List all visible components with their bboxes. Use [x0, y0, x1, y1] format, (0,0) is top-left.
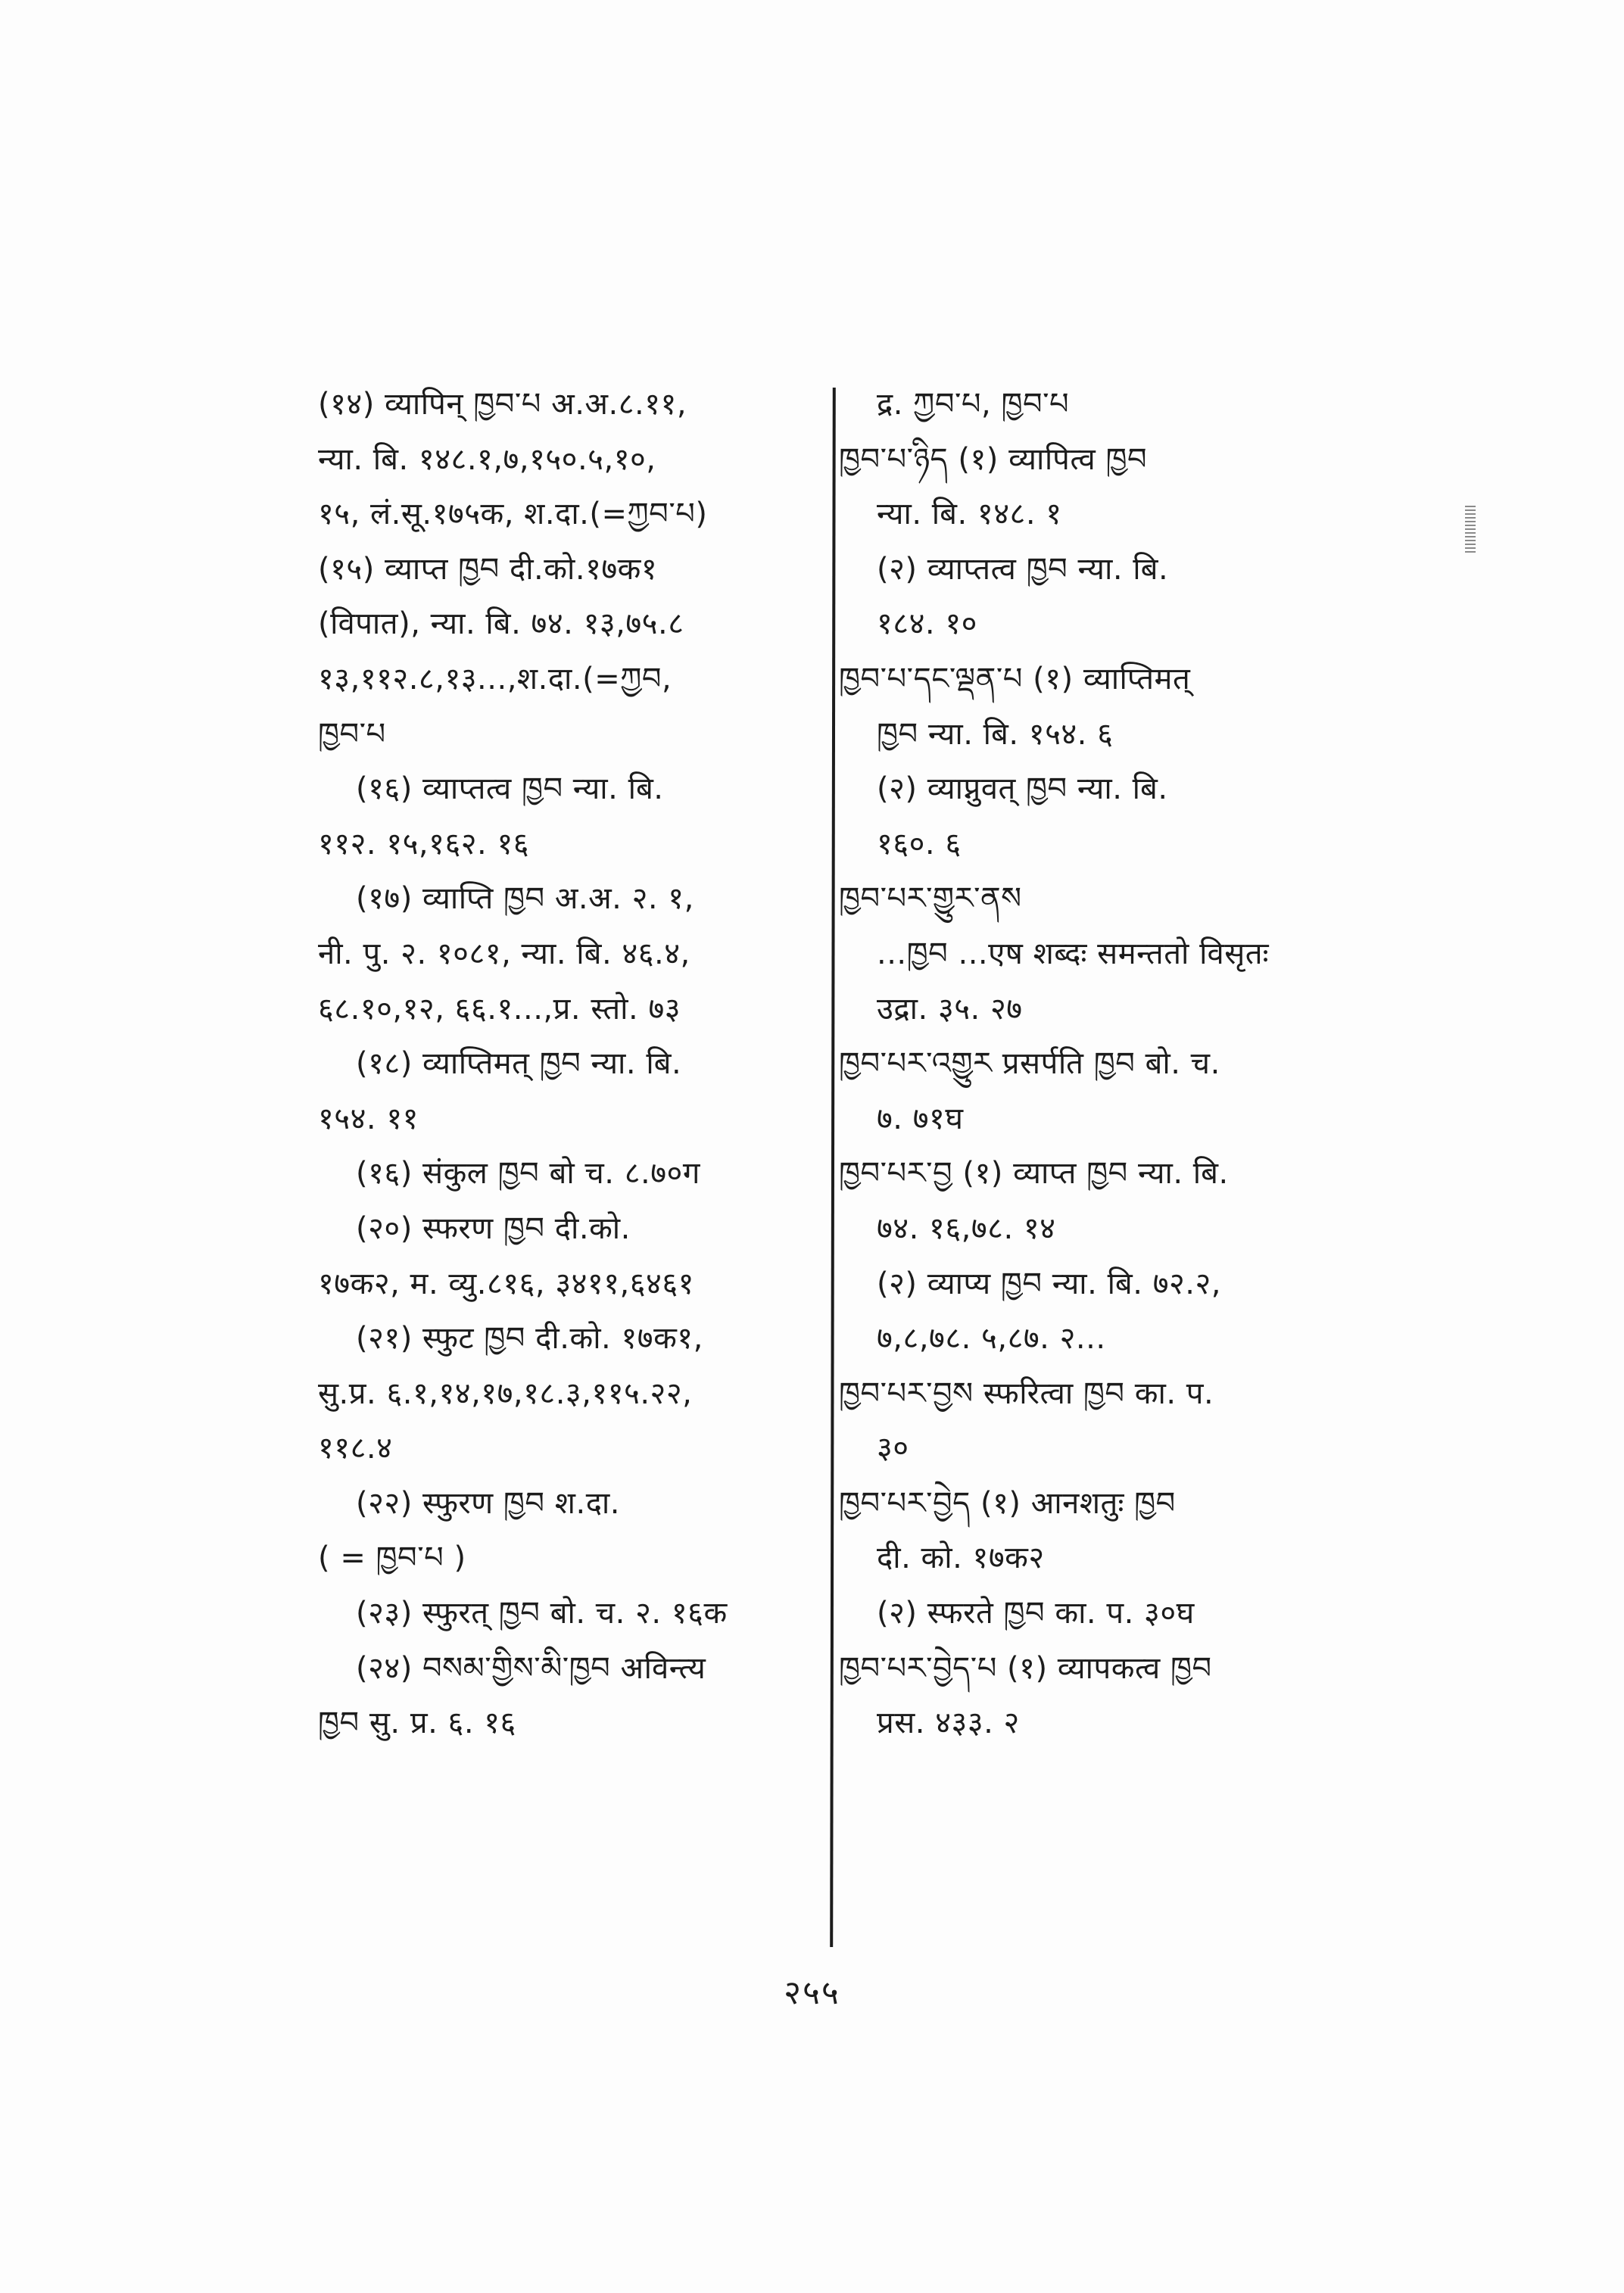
entry-line: (२) व्याप्तत्व ཁྱབ न्या. बि. [877, 551, 1169, 587]
entry-line: (विपात), न्या. बि. ७४. १३,७५.८ [318, 606, 684, 642]
entry-line: १६०. ६ [877, 826, 962, 861]
entry-line: ६८.१०,१२, ६६.१...,प्र. स्तो. ७३ [318, 991, 681, 1027]
entry-line: (२१) स्फुट ཁྱབ दी.को. १७क१, [356, 1321, 703, 1357]
entry-line: (१६) संकुल ཁྱབ बो च. ८.७०ग [356, 1156, 700, 1192]
entry-line: १५४. ११ [318, 1101, 419, 1136]
entry-line: १८४. १० [877, 606, 977, 642]
entry-line: (२४) བསམ་གྱིས་མི་ཁྱབ अविन्त्य [356, 1650, 706, 1686]
entry-line: ཁྱབ་པ་ཉིད (१) व्यापित्व ཁྱབ [839, 441, 1148, 477]
entry-line: प्रस. ४३३. २ [877, 1706, 1020, 1741]
entry-line: (२२) स्फुरण ཁྱབ श.दा. [356, 1485, 621, 1521]
entry-line: (२०) स्फरण ཁྱབ दी.को. [356, 1210, 631, 1246]
column-divider [830, 388, 836, 1947]
entry-line: (२३) स्फुरत् ཁྱབ बो. च. २. १६क [356, 1596, 728, 1631]
entry-line: (१८) व्याप्तिमत् ཁྱབ न्या. बि. [356, 1046, 682, 1082]
entry-line: दी. को. १७क२ [877, 1541, 1045, 1576]
entry-line: ཁྱབ་པར་གྱུར་ནས [839, 881, 1022, 917]
entry-line: ཁྱབ་པར་བྱེད་པ (१) व्यापकत्व ཁྱབ [839, 1650, 1212, 1686]
entry-line: (१४) व्यापिन् ཁྱབ་པ अ.अ.८.११, [318, 387, 687, 422]
entry-line: उद्रा. ३५. २७ [877, 991, 1023, 1027]
entry-line: ७४. १६,७८. १४ [877, 1210, 1056, 1246]
entry-line: ७. ७१घ [877, 1101, 964, 1136]
entry-line: ३० [877, 1431, 909, 1466]
left-column [318, 377, 821, 1751]
entry-line: ११८.४ [318, 1431, 393, 1466]
entry-line: ७,८,७८. ५,८७. २... [877, 1321, 1106, 1357]
entry-line: १५, लं.सू.१७५क, श.दा.(=ཀྱབ་པ) [318, 497, 708, 532]
entry-line: ...ཁྱབ ...एष शब्दः समन्ततो विसृतः [877, 936, 1270, 971]
entry-line: (१५) व्याप्त ཁྱབ दी.को.१७क१ [318, 551, 658, 587]
page-number: २५५ [784, 1974, 840, 2012]
entry-line: (२) व्याप्य ཁྱབ न्या. बि. ७२.२, [877, 1266, 1222, 1301]
entry-line: ཁྱབ་པར་བྱ (१) व्याप्त ཁྱབ न्या. बि. [839, 1156, 1229, 1192]
entry-line: (२) व्याप्नुवत् ཁྱབ न्या. बि. [877, 771, 1168, 807]
margin-marks [1465, 506, 1476, 554]
entry-line: ཁྱབ सु. प्र. ६. १६ [318, 1706, 516, 1741]
entry-line: ཁྱབ་པ་དང་ལྡན་པ (१) व्याप्तिमत् [839, 661, 1191, 696]
entry-line: ཁྱབ་པར་བྱས स्फरित्वा ཁྱབ का. प. [839, 1375, 1214, 1411]
entry-line: ཁྱབ་པར་བྱེད (१) आनशतुः ཁྱབ [839, 1485, 1176, 1521]
entry-line: (२) स्फरते ཁྱབ का. प. ३०घ [877, 1596, 1195, 1631]
entry-line: १३,११२.८,१३...,श.दा.(=ཀྱབ, [318, 661, 672, 696]
entry-line: सु.प्र. ६.१,१४,१७,१८.३,११५.२२, [318, 1375, 693, 1411]
entry-line: न्या. बि. १४८. १ [877, 497, 1062, 532]
entry-line: न्या. बि. १४८.१,७,१५०.५,१०, [318, 441, 656, 477]
entry-line: (१७) व्याप्ति ཁྱབ अ.अ. २. १, [356, 881, 694, 917]
entry-line: ११२. १५,१६२. १६ [318, 826, 530, 861]
entry-line: द्र. ཀྱབ་པ, ཁྱབ་པ [877, 387, 1070, 422]
entry-line: नी. पु. २. १०८१, न्या. बि. ४६.४, [318, 936, 690, 971]
entry-line: (१६) व्याप्तत्व ཁྱབ न्या. बि. [356, 771, 664, 807]
entry-line: ཁྱབ་པར་འགྱུར प्रसर्पति ཁྱབ बो. च. [839, 1046, 1220, 1082]
entry-line: १७क२, म. व्यु.८१६, ३४११,६४६१ [318, 1266, 694, 1301]
entry-line: ཁྱབ न्या. बि. १५४. ६ [877, 716, 1114, 752]
entry-line: ཁྱབ་པ [318, 716, 386, 752]
right-column [839, 377, 1445, 1751]
entry-line: ( = ཁྱབ་པ ) [318, 1541, 466, 1576]
